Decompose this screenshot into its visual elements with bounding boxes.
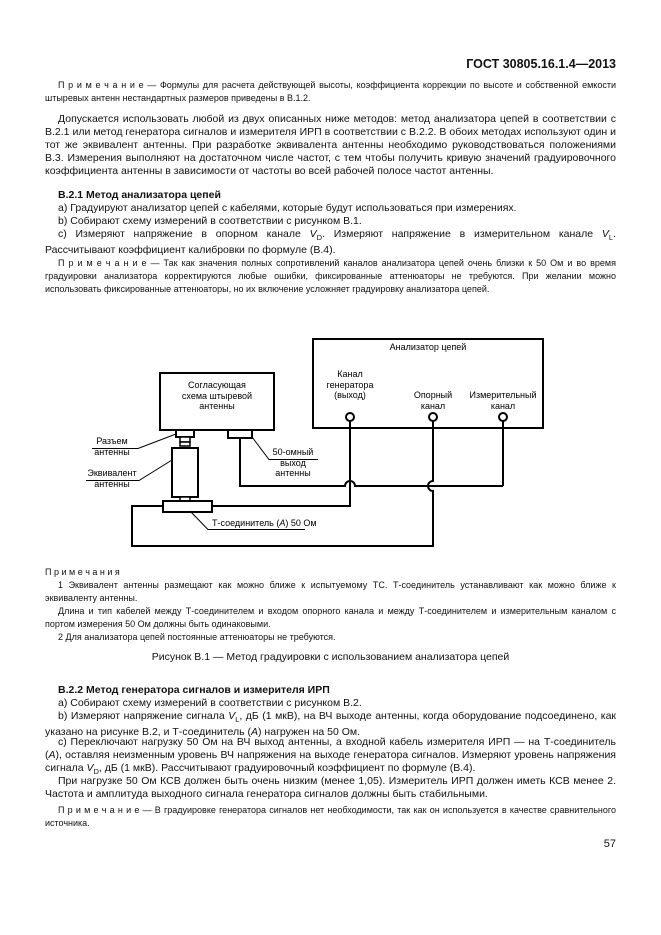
reference-port-label-line1: Опорный (413, 390, 453, 400)
measuring-port-label (458, 390, 548, 411)
matching-network-label-line2: схема штыревой (181, 390, 253, 401)
t-connector-label-prefix: Т-соединитель ( (212, 518, 280, 528)
matching-network-label-line3: антенны (199, 401, 235, 411)
b22-paragraph-vswr: При нагрузке 50 Ом КСВ должен быть очень низким (менее 1,05). Измеритель ИРП должен иметь КСВ менее 2. Частота и амплитуда выходного сигнала генератора сигналов должны быть стабильными. (45, 775, 616, 800)
heading-b21: В.2.1 Метод анализатора цепей (58, 189, 221, 201)
fifty-ohm-output-label-line2: выход (280, 457, 306, 468)
note-attenuators: П р и м е ч а н и е — Так как значения полных сопротивлений каналов анализатора цепей очень близки к 50 Ом и во время градуировки анализатора корректируются любые ошибки, фиксированные аттенюаторы не требуются. При желании можно использовать фиксированные аттенюаторы, но их включение усложняет градуировку анализатора цепей. (45, 258, 616, 294)
antenna-equivalent-label-line1: Эквивалент (87, 468, 137, 478)
fifty-ohm-output-label-line3: антенны (275, 468, 311, 478)
fifty-ohm-output-label-line1: 50-омный (272, 447, 314, 457)
figure-note-1: 1 Эквивалент антенны размещают как можно ближе к испытуемому ТС. Т-соединитель устанавливают как можно ближе к эквиваленту антенны. (45, 580, 616, 603)
measuring-port-terminal (499, 413, 507, 421)
measuring-port-label-line2: канал (490, 400, 516, 411)
b22-item-b: b) Измеряют напряжение сигнала $V_L$, дБ (1 мкВ), на ВЧ выходе антенны, когда оборудование подсоединено, как указано на рисунке В.2, и Т-соединитель (А) нагружен на 50 Ом. (45, 710, 617, 739)
analyzer-title-label: Анализатор цепей (389, 342, 467, 352)
b21-item-b: b) Собирают схему измерений в соответствии с рисунком В.1. (58, 215, 362, 227)
antenna-connector-flange (176, 430, 194, 437)
paragraph-methods-intro: Допускается использовать любой из двух описанных ниже методов: метод анализатора цепей в соответствии с В.2.1 или метод генератора сигналов и измерителя ИРП в соответствии с В.2.2. В обоих методах используют один и тот же эквивалент антенны. При разработке эквивалента антенны необходимо руководствоваться положениями В.3. Измерения выполняют на достаточном числе частот, с тем чтобы получить кривую значений градуировочного коэффициента антенны в зависимости от частоты во всей рабочей полосе частот антенны. (45, 113, 616, 177)
figure-b1-diagram (40, 330, 621, 575)
t-connector-box (163, 501, 212, 512)
matching-network-label (161, 380, 273, 412)
document-number-header: ГОСТ 30805.16.1.4—2013 (466, 57, 616, 71)
generator-port-label-line3: (выход) (334, 390, 366, 400)
b21-item-a: a) Градуируют анализатор цепей с кабелями, которые будут использоваться при измерениях. (58, 202, 517, 214)
antenna-connector-label-line1: Разъем (96, 436, 128, 446)
generator-port-terminal (346, 413, 354, 421)
note-signal-generator: П р и м е ч а н и е — В градуировке генератора сигналов нет необходимости, так как он используется в качестве сравнительного источника. (45, 805, 616, 828)
antenna-connector-label (84, 436, 140, 457)
figure-notes-title: П р и м е ч а н и я (45, 567, 120, 577)
fifty-ohm-output-connector (228, 430, 252, 438)
note-formulas: П р и м е ч а н и е — Формулы для расчета действующей высоты, коэффициента коррекции по высоте и собственной емкости штыревых антенн нестандартных размеров приведены в В.1.2. (45, 80, 616, 103)
generator-port-label-line2: генератора (326, 379, 374, 390)
matching-network-label-line1: Согласующая (188, 380, 246, 390)
figure-note-2: 2 Для анализатора цепей постоянные аттенюаторы не требуются. (58, 632, 336, 642)
antenna-equivalent-box (172, 448, 198, 497)
figure-note-1-continued: Длина и тип кабелей между Т-соединителем и входом опорного канала и между Т-соединителем и измерительным каналом с портом измерения 50 Ом должны быть одинаковыми. (45, 606, 616, 629)
page-number: 57 (603, 838, 616, 850)
generator-port-label (312, 369, 388, 401)
t-connector-label-ref: А (279, 518, 286, 528)
antenna-connector-label-line2: антенны (94, 446, 130, 457)
figure-b1-caption: Рисунок В.1 — Метод градуировки с использованием анализатора цепей (151, 651, 510, 663)
t-connector-label (212, 518, 317, 529)
heading-b22: В.2.2 Метод генератора сигналов и измерителя ИРП (58, 684, 330, 696)
t-connector-label-suffix: ) 50 Ом (285, 518, 317, 528)
antenna-equivalent-label (80, 468, 144, 489)
generator-port-label-line1: Канал (337, 369, 363, 379)
fifty-ohm-output-label (266, 447, 320, 479)
measuring-port-label-line1: Измерительный (469, 390, 537, 400)
b22-item-c: c) Переключают нагрузку 50 Ом на ВЧ выход антенны, а входной кабель измерителя ИРП — на Т-соединитель (А), оставляя неизменным уровень ВЧ напряжения на выходе генератора сигналов. Измеряют уровень напряжения сигнала $V_D$, дБ (1 мкВ). Рассчитывают градуировочный коэффициент по формуле (В.4). (45, 736, 616, 777)
reference-port-terminal (429, 413, 437, 421)
antenna-connector-ridge-2 (180, 442, 190, 446)
reference-port-label-line2: канал (420, 400, 446, 411)
antenna-equivalent-label-line2: антенны (94, 478, 130, 489)
b22-item-a: a) Собирают схему измерений в соответствии с рисунком В.2. (58, 697, 362, 709)
b21-item-c: c) Измеряют напряжение в опорном канале $V_D$. Измеряют напряжение в измерительном канале $V_L$. Рассчитывают коэффициент калибровки по формуле (В.4). (45, 228, 616, 257)
